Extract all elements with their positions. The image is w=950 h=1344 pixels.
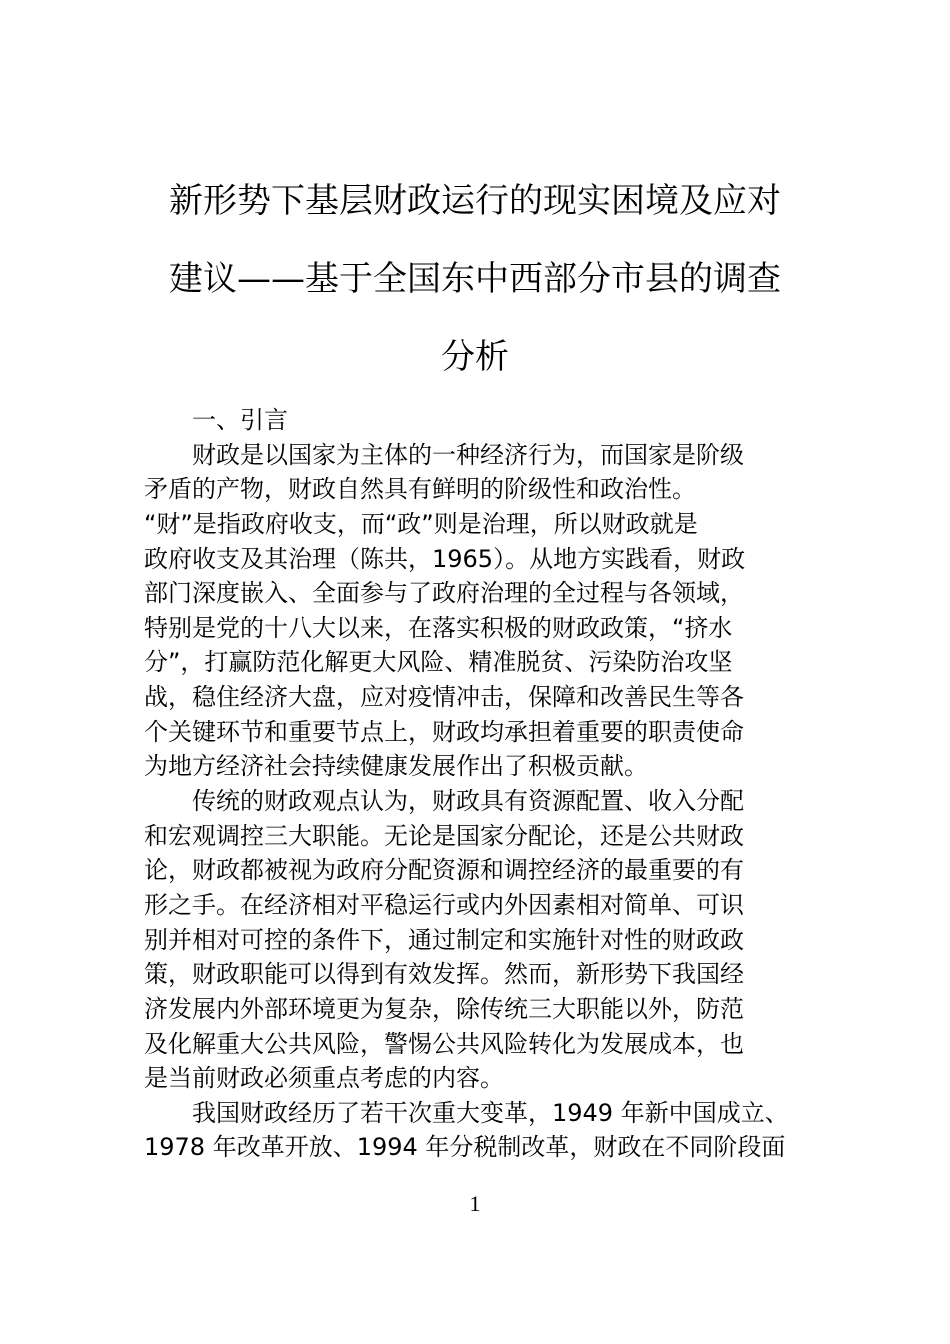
document-title [140, 162, 810, 396]
paragraph-line: 部门深度嵌入、全面参与了政府治理的全过程与各领域， [144, 579, 744, 608]
title-line-1: 新形势下基层财政运行的现实困境及应对 [169, 181, 781, 221]
paragraph-line: 论，财政都被视为政府分配资源和调控经济的最重要的有 [144, 856, 744, 885]
paragraph-line: 财政是以国家为主体的一种经济行为，而国家是阶级 [192, 440, 744, 469]
paragraph-line: 策，财政职能可以得到有效发挥。然而，新形势下我国经 [144, 960, 744, 989]
paragraph-line: 政府收支及其治理（陈共，1965）。从地方实践看，财政 [144, 544, 746, 573]
title-line-3: 分析 [441, 337, 509, 377]
section-heading: 一、引言 [192, 406, 288, 434]
title-line-2: 建议——基于全国东中西部分市县的调查 [169, 259, 781, 299]
paragraph-line: 济发展内外部环境更为复杂，除传统三大职能以外，防范 [144, 994, 744, 1023]
paragraph-line: 1978 年改革开放、1994 年分税制改革，财政在不同阶段面 [144, 1133, 786, 1162]
paragraph-line: 个关键环节和重要节点上，财政均承担着重要的职责使命 [144, 717, 744, 746]
page-number: 1 [469, 1191, 481, 1216]
paragraph-line: 战，稳住经济大盘，应对疫情冲击，保障和改善民生等各 [144, 683, 744, 712]
paragraph-line: 传统的财政观点认为，财政具有资源配置、收入分配 [192, 787, 744, 816]
paragraph-line: 分”，打赢防范化解更大风险、精准脱贫、污染防治攻坚 [144, 648, 733, 677]
paragraph-line: 特别是党的十八大以来，在落实积极的财政政策，“挤水 [144, 613, 733, 642]
document-body [144, 403, 810, 1165]
paragraph-2 [144, 784, 810, 1096]
paragraph-line: 及化解重大公共风险，警惕公共风险转化为发展成本，也 [144, 1029, 744, 1058]
paragraph-line: 和宏观调控三大职能。无论是国家分配论，还是公共财政 [144, 821, 744, 850]
paragraph-line: 形之手。在经济相对平稳运行或内外因素相对简单、可识 [144, 890, 744, 919]
paragraph-line: 别并相对可控的条件下，通过制定和实施针对性的财政政 [144, 925, 744, 954]
paragraph-line: 是当前财政必须重点考虑的内容。 [144, 1064, 504, 1093]
paragraph-line: 为地方经济社会持续健康发展作出了积极贡献。 [144, 752, 648, 781]
paragraph-line: “财”是指政府收支，而“政”则是治理，所以财政就是 [144, 509, 698, 538]
paragraph-3 [144, 1096, 810, 1165]
paragraph-line: 矛盾的产物，财政自然具有鲜明的阶级性和政治性。 [144, 475, 696, 504]
paragraph-line: 我国财政经历了若干次重大变革，1949 年新中国成立、 [192, 1098, 789, 1127]
paragraph-1 [144, 438, 810, 784]
